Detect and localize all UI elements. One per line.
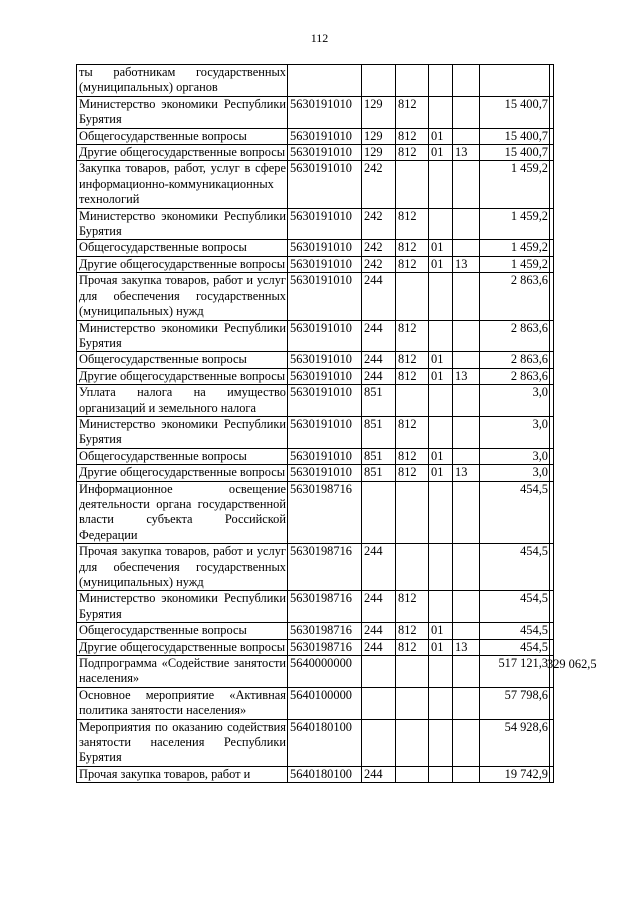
- row-name: Другие общегосударственные вопросы: [77, 465, 288, 481]
- row-extra-amount-cell: [550, 385, 554, 417]
- row-section: [429, 385, 453, 417]
- row-main-administrator: [396, 161, 429, 208]
- row-name: Другие общегосударственные вопросы: [77, 256, 288, 272]
- row-subsection: [453, 591, 480, 623]
- row-name: Министерство экономики Республики Бурятия: [77, 320, 288, 352]
- row-subsection: [453, 352, 480, 368]
- row-extra-amount-cell: [550, 766, 554, 782]
- row-section: [429, 687, 453, 719]
- row-amount: 2 863,6: [480, 273, 550, 320]
- row-name: Общегосударственные вопросы: [77, 128, 288, 144]
- row-subsection: 13: [453, 145, 480, 161]
- row-extra-amount-cell: [550, 719, 554, 766]
- row-section: [429, 320, 453, 352]
- row-name: Прочая закупка товаров, работ и услуг для обеспечения государственных (муниципальных) нужд: [77, 273, 288, 320]
- row-target-article: 5630191010: [288, 352, 362, 368]
- row-section: [429, 273, 453, 320]
- row-expense-type: 244: [362, 544, 396, 591]
- row-section: [429, 65, 453, 97]
- page-number: 112: [310, 31, 329, 45]
- table-row: [77, 656, 554, 688]
- row-extra-amount-cell: [550, 368, 554, 384]
- row-main-administrator: [396, 656, 429, 688]
- row-subsection: 13: [453, 368, 480, 384]
- table-row: [77, 208, 554, 240]
- row-main-administrator: 812: [396, 320, 429, 352]
- row-amount: 1 459,2: [480, 240, 550, 256]
- row-expense-type: [362, 65, 396, 97]
- row-name: Уплата налога на имущество организаций и земельного налога: [77, 385, 288, 417]
- row-amount: 2 863,6: [480, 320, 550, 352]
- row-name: Министерство экономики Республики Бурятия: [77, 416, 288, 448]
- row-extra-amount-cell: [550, 65, 554, 97]
- table-row: [77, 448, 554, 464]
- row-subsection: 13: [453, 465, 480, 481]
- row-section: 01: [429, 352, 453, 368]
- row-amount: 454,5: [480, 623, 550, 639]
- row-expense-type: [362, 719, 396, 766]
- table-row: [77, 352, 554, 368]
- row-expense-type: 242: [362, 161, 396, 208]
- row-target-article: 5630191010: [288, 368, 362, 384]
- row-main-administrator: 812: [396, 623, 429, 639]
- row-name: Общегосударственные вопросы: [77, 448, 288, 464]
- table-row: [77, 481, 554, 544]
- row-target-article: 5630198716: [288, 639, 362, 655]
- row-name: Министерство экономики Республики Бурятия: [77, 96, 288, 128]
- budget-table: [76, 64, 554, 783]
- row-amount: 3,0: [480, 465, 550, 481]
- row-main-administrator: 812: [396, 145, 429, 161]
- row-subsection: [453, 128, 480, 144]
- row-section: 01: [429, 256, 453, 272]
- row-target-article: 5630191010: [288, 448, 362, 464]
- table-row: [77, 639, 554, 655]
- row-section: 01: [429, 145, 453, 161]
- row-extra-amount-cell: [550, 639, 554, 655]
- row-subsection: [453, 687, 480, 719]
- row-extra-amount-cell: [550, 96, 554, 128]
- row-amount: 2 863,6: [480, 368, 550, 384]
- table-body: [77, 65, 554, 783]
- row-section: 01: [429, 465, 453, 481]
- row-name: Другие общегосударственные вопросы: [77, 639, 288, 655]
- row-target-article: 5630191010: [288, 208, 362, 240]
- row-expense-type: 244: [362, 352, 396, 368]
- row-target-article: 5630198716: [288, 623, 362, 639]
- table-row: [77, 719, 554, 766]
- row-section: [429, 416, 453, 448]
- row-expense-type: 851: [362, 416, 396, 448]
- row-main-administrator: [396, 544, 429, 591]
- row-name: ты работникам государственных (муниципальных) органов: [77, 65, 288, 97]
- row-amount: 454,5: [480, 639, 550, 655]
- row-section: [429, 544, 453, 591]
- table-row: [77, 96, 554, 128]
- row-subsection: [453, 96, 480, 128]
- row-section: [429, 96, 453, 128]
- table-row: [77, 240, 554, 256]
- row-subsection: [453, 385, 480, 417]
- row-target-article: 5630191010: [288, 320, 362, 352]
- row-section: [429, 208, 453, 240]
- row-target-article: 5630198716: [288, 481, 362, 544]
- row-target-article: 5630191010: [288, 416, 362, 448]
- table-row: [77, 145, 554, 161]
- row-extra-amount-cell: [550, 320, 554, 352]
- row-main-administrator: [396, 766, 429, 782]
- row-main-administrator: [396, 719, 429, 766]
- row-extra-amount-cell: [550, 465, 554, 481]
- row-amount: 15 400,7: [480, 128, 550, 144]
- row-expense-type: 851: [362, 448, 396, 464]
- table-row: [77, 128, 554, 144]
- row-subsection: [453, 208, 480, 240]
- row-amount: 3,0: [480, 385, 550, 417]
- row-amount: 454,5: [480, 544, 550, 591]
- row-extra-amount-cell: [550, 273, 554, 320]
- row-expense-type: 851: [362, 465, 396, 481]
- row-subsection: [453, 623, 480, 639]
- row-target-article: 5630191010: [288, 96, 362, 128]
- row-expense-type: 244: [362, 623, 396, 639]
- row-target-article: 5630191010: [288, 145, 362, 161]
- row-extra-amount-cell: [550, 240, 554, 256]
- row-name: Общегосударственные вопросы: [77, 352, 288, 368]
- row-expense-type: 244: [362, 368, 396, 384]
- row-name: Основное мероприятие «Активная политика занятости населения»: [77, 687, 288, 719]
- row-main-administrator: 812: [396, 639, 429, 655]
- row-subsection: [453, 544, 480, 591]
- row-expense-type: 244: [362, 273, 396, 320]
- row-amount: [480, 65, 550, 97]
- row-subsection: [453, 65, 480, 97]
- row-section: 01: [429, 639, 453, 655]
- row-expense-type: 244: [362, 320, 396, 352]
- row-extra-amount-cell: [550, 352, 554, 368]
- row-target-article: 5630191010: [288, 128, 362, 144]
- row-subsection: [453, 320, 480, 352]
- table-row: [77, 465, 554, 481]
- row-amount: 54 928,6: [480, 719, 550, 766]
- row-section: [429, 656, 453, 688]
- row-target-article: 5630191010: [288, 256, 362, 272]
- row-extra-amount-cell: [550, 623, 554, 639]
- row-main-administrator: 812: [396, 368, 429, 384]
- row-section: 01: [429, 128, 453, 144]
- row-target-article: 5630191010: [288, 385, 362, 417]
- row-extra-amount-cell: [550, 416, 554, 448]
- row-name: Другие общегосударственные вопросы: [77, 145, 288, 161]
- row-target-article: 5630198716: [288, 544, 362, 591]
- row-expense-type: 244: [362, 639, 396, 655]
- row-expense-type: 244: [362, 766, 396, 782]
- table-row: [77, 544, 554, 591]
- row-section: 01: [429, 623, 453, 639]
- row-name: Прочая закупка товаров, работ и: [77, 766, 288, 782]
- row-target-article: 5640180100: [288, 719, 362, 766]
- row-subsection: [453, 161, 480, 208]
- row-expense-type: 244: [362, 591, 396, 623]
- row-main-administrator: 812: [396, 128, 429, 144]
- row-amount: 1 459,2: [480, 256, 550, 272]
- table-row: [77, 385, 554, 417]
- row-subsection: [453, 416, 480, 448]
- row-amount: 1 459,2: [480, 208, 550, 240]
- table-row: [77, 65, 554, 97]
- row-extra-amount-cell: [550, 145, 554, 161]
- row-main-administrator: 812: [396, 416, 429, 448]
- row-amount: 2 863,6: [480, 352, 550, 368]
- row-amount: 3,0: [480, 416, 550, 448]
- row-target-article: 5630191010: [288, 273, 362, 320]
- row-expense-type: 851: [362, 385, 396, 417]
- row-section: 01: [429, 240, 453, 256]
- row-amount: 57 798,6: [480, 687, 550, 719]
- row-expense-type: 242: [362, 240, 396, 256]
- row-name: Прочая закупка товаров, работ и услуг для обеспечения государственных (муниципальных) нужд: [77, 544, 288, 591]
- row-extra-amount-cell: [550, 128, 554, 144]
- row-amount: 1 459,2: [480, 161, 550, 208]
- row-name: Мероприятия по оказанию содействия занятости населения Республики Бурятия: [77, 719, 288, 766]
- row-section: [429, 719, 453, 766]
- row-name: Закупка товаров, работ, услуг в сфере информационно-коммуникационных технологий: [77, 161, 288, 208]
- row-extra-amount-cell: [550, 161, 554, 208]
- row-expense-type: [362, 481, 396, 544]
- row-main-administrator: [396, 687, 429, 719]
- row-main-administrator: 812: [396, 256, 429, 272]
- table-row: [77, 273, 554, 320]
- row-main-administrator: [396, 273, 429, 320]
- row-subsection: 13: [453, 256, 480, 272]
- row-target-article: 5640180100: [288, 766, 362, 782]
- row-target-article: 5630191010: [288, 465, 362, 481]
- row-expense-type: 242: [362, 208, 396, 240]
- table-row: [77, 161, 554, 208]
- row-target-article: 5640100000: [288, 687, 362, 719]
- row-subsection: [453, 240, 480, 256]
- row-main-administrator: 812: [396, 591, 429, 623]
- row-extra-amount-cell: [550, 448, 554, 464]
- row-subsection: [453, 719, 480, 766]
- row-target-article: 5640000000: [288, 656, 362, 688]
- row-amount: 454,5: [480, 481, 550, 544]
- row-amount: 517 121,3: [480, 656, 550, 688]
- table-row: [77, 368, 554, 384]
- row-subsection: [453, 273, 480, 320]
- row-expense-type: 129: [362, 96, 396, 128]
- row-amount: 19 742,9: [480, 766, 550, 782]
- row-extra-amount-cell: [550, 256, 554, 272]
- row-name: Другие общегосударственные вопросы: [77, 368, 288, 384]
- row-main-administrator: 812: [396, 240, 429, 256]
- row-amount: 3,0: [480, 448, 550, 464]
- row-main-administrator: 812: [396, 352, 429, 368]
- row-subsection: [453, 656, 480, 688]
- row-name: Подпрограмма «Содействие занятости населения»: [77, 656, 288, 688]
- row-target-article: 5630191010: [288, 161, 362, 208]
- row-expense-type: 129: [362, 128, 396, 144]
- row-subsection: [453, 448, 480, 464]
- row-target-article: 5630191010: [288, 240, 362, 256]
- table-row: [77, 766, 554, 782]
- row-amount: 15 400,7: [480, 145, 550, 161]
- row-target-article: 5630198716: [288, 591, 362, 623]
- row-name: Общегосударственные вопросы: [77, 240, 288, 256]
- row-extra-amount-cell: [550, 591, 554, 623]
- row-main-administrator: [396, 65, 429, 97]
- row-section: [429, 591, 453, 623]
- row-extra-amount-cell: [550, 208, 554, 240]
- row-main-administrator: [396, 385, 429, 417]
- row-section: 01: [429, 448, 453, 464]
- row-extra-amount-cell: [550, 481, 554, 544]
- row-subsection: 13: [453, 639, 480, 655]
- row-main-administrator: 812: [396, 96, 429, 128]
- row-name: Общегосударственные вопросы: [77, 623, 288, 639]
- row-extra-amount-cell: [550, 544, 554, 591]
- table-row: [77, 416, 554, 448]
- row-section: [429, 161, 453, 208]
- row-target-article: [288, 65, 362, 97]
- row-name: Информационное освещение деятельности органа государственной власти субъекта Российской Федерации: [77, 481, 288, 544]
- row-expense-type: 242: [362, 256, 396, 272]
- row-expense-type: 129: [362, 145, 396, 161]
- row-section: [429, 766, 453, 782]
- row-main-administrator: 812: [396, 448, 429, 464]
- row-subsection: [453, 481, 480, 544]
- row-main-administrator: 812: [396, 208, 429, 240]
- row-main-administrator: 812: [396, 465, 429, 481]
- row-section: [429, 481, 453, 544]
- table-row: [77, 320, 554, 352]
- row-extra-amount: 329 062,5: [547, 656, 597, 671]
- row-name: Министерство экономики Республики Бурятия: [77, 208, 288, 240]
- row-expense-type: [362, 656, 396, 688]
- row-expense-type: [362, 687, 396, 719]
- table-row: [77, 623, 554, 639]
- table-row: [77, 256, 554, 272]
- row-amount: 15 400,7: [480, 96, 550, 128]
- row-main-administrator: [396, 481, 429, 544]
- row-name: Министерство экономики Республики Бурятия: [77, 591, 288, 623]
- table-row: [77, 687, 554, 719]
- row-extra-amount-cell: [550, 687, 554, 719]
- row-amount: 454,5: [480, 591, 550, 623]
- table-row: [77, 591, 554, 623]
- row-section: 01: [429, 368, 453, 384]
- row-subsection: [453, 766, 480, 782]
